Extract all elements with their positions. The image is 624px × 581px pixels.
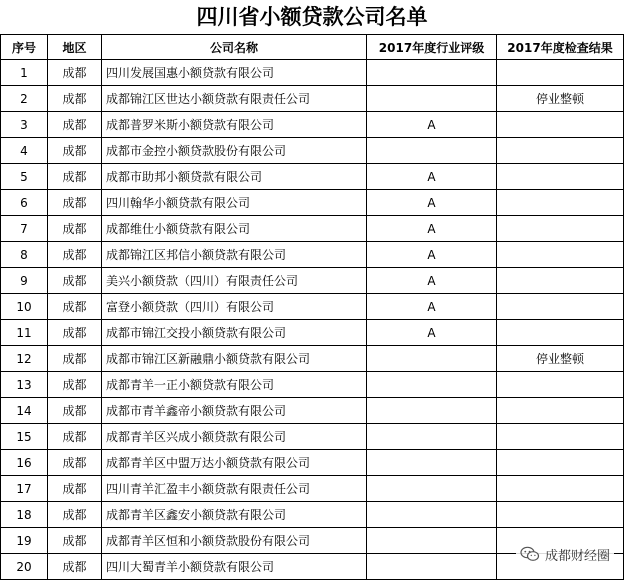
row-result [497,268,624,294]
row-company-name: 成都锦江区邦信小额贷款有限公司 [102,242,367,268]
row-index: 13 [1,372,48,398]
row-result [497,164,624,190]
row-company-name: 成都青羊区中盟万达小额贷款有限公司 [102,450,367,476]
table-row [1,424,624,450]
row-company-name: 成都锦江区世达小额贷款有限责任公司 [102,86,367,112]
table-row [1,294,624,320]
row-result [497,216,624,242]
row-rating: A [367,112,497,138]
row-region: 成都 [48,372,102,398]
row-company-name: 成都青羊区恒和小额贷款股份有限公司 [102,528,367,554]
row-region: 成都 [48,294,102,320]
page-title: 四川省小额贷款公司名单 [0,0,624,35]
row-rating [367,346,497,372]
row-rating: A [367,190,497,216]
row-company-name: 成都市锦江区新融鼎小额贷款有限公司 [102,346,367,372]
row-result: 停业整顿 [497,86,624,112]
row-index: 17 [1,476,48,502]
watermark-text: 成都财经圈 [544,548,610,564]
row-rating [367,476,497,502]
wechat-icon [520,546,540,562]
row-region: 成都 [48,268,102,294]
row-region: 成都 [48,476,102,502]
row-result [497,190,624,216]
row-result [497,372,624,398]
row-region: 成都 [48,528,102,554]
row-company-name: 成都市金控小额贷款股份有限公司 [102,138,367,164]
row-rating: A [367,268,497,294]
row-index: 4 [1,138,48,164]
row-rating [367,554,497,580]
row-company-name: 成都青羊一正小额贷款有限公司 [102,372,367,398]
row-result [497,138,624,164]
row-result [497,112,624,138]
row-company-name: 成都普罗米斯小额贷款有限公司 [102,112,367,138]
row-rating: A [367,164,497,190]
row-region: 成都 [48,164,102,190]
row-region: 成都 [48,450,102,476]
row-index: 15 [1,424,48,450]
table-row [1,398,624,424]
table-row [1,60,624,86]
row-index: 5 [1,164,48,190]
table-row [1,268,624,294]
row-region: 成都 [48,424,102,450]
row-index: 11 [1,320,48,346]
row-rating: A [367,294,497,320]
row-rating: A [367,320,497,346]
row-result: 停业整顿 [497,346,624,372]
row-company-name: 美兴小额贷款（四川）有限责任公司 [102,268,367,294]
row-company-name: 四川发展国惠小额贷款有限公司 [102,60,367,86]
row-index: 6 [1,190,48,216]
table-row [1,242,624,268]
header-result: 2017年度检查结果 [497,35,624,60]
row-region: 成都 [48,112,102,138]
row-region: 成都 [48,138,102,164]
row-index: 8 [1,242,48,268]
row-index: 14 [1,398,48,424]
table-row [1,164,624,190]
row-result [497,424,624,450]
row-rating [367,86,497,112]
row-result [497,450,624,476]
row-region: 成都 [48,554,102,580]
header-rating: 2017年度行业评级 [367,35,497,60]
row-company-name: 富登小额贷款（四川）有限公司 [102,294,367,320]
table-row [1,372,624,398]
row-result [497,476,624,502]
header-index: 序号 [1,35,48,60]
row-result [497,294,624,320]
row-company-name: 成都市锦江交投小额贷款有限公司 [102,320,367,346]
row-company-name: 成都青羊区鑫安小额贷款有限公司 [102,502,367,528]
row-company-name: 成都市助邦小额贷款有限公司 [102,164,367,190]
row-company-name: 成都青羊区兴成小额贷款有限公司 [102,424,367,450]
row-rating [367,450,497,476]
row-index: 19 [1,528,48,554]
table-row [1,450,624,476]
row-result [497,320,624,346]
row-rating [367,424,497,450]
row-region: 成都 [48,86,102,112]
row-result [497,398,624,424]
row-rating: A [367,216,497,242]
table-row [1,346,624,372]
row-region: 成都 [48,242,102,268]
row-region: 成都 [48,502,102,528]
row-company-name: 四川青羊汇盈丰小额贷款有限责任公司 [102,476,367,502]
row-rating: A [367,242,497,268]
row-index: 7 [1,216,48,242]
row-result [497,60,624,86]
header-company-name: 公司名称 [102,35,367,60]
row-rating [367,372,497,398]
row-company-name: 成都维仕小额贷款有限公司 [102,216,367,242]
table-row [1,190,624,216]
company-table [0,34,624,580]
row-region: 成都 [48,190,102,216]
row-rating [367,138,497,164]
row-region: 成都 [48,320,102,346]
watermark [516,544,614,564]
table-row [1,138,624,164]
row-rating [367,60,497,86]
row-index: 12 [1,346,48,372]
row-company-name: 成都市青羊鑫帝小额贷款有限公司 [102,398,367,424]
table-row [1,112,624,138]
row-result [497,242,624,268]
row-rating [367,502,497,528]
header-region: 地区 [48,35,102,60]
row-company-name: 四川翰华小额贷款有限公司 [102,190,367,216]
row-region: 成都 [48,216,102,242]
row-index: 9 [1,268,48,294]
row-region: 成都 [48,60,102,86]
row-index: 2 [1,86,48,112]
row-index: 16 [1,450,48,476]
row-region: 成都 [48,346,102,372]
table-row [1,216,624,242]
table-row [1,320,624,346]
row-index: 20 [1,554,48,580]
table-row [1,476,624,502]
header-row [1,35,624,60]
row-company-name: 四川大蜀青羊小额贷款有限公司 [102,554,367,580]
table-row [1,502,624,528]
row-index: 1 [1,60,48,86]
row-region: 成都 [48,398,102,424]
row-index: 18 [1,502,48,528]
row-index: 10 [1,294,48,320]
row-result [497,502,624,528]
row-rating [367,398,497,424]
row-rating [367,528,497,554]
row-index: 3 [1,112,48,138]
table-row [1,86,624,112]
